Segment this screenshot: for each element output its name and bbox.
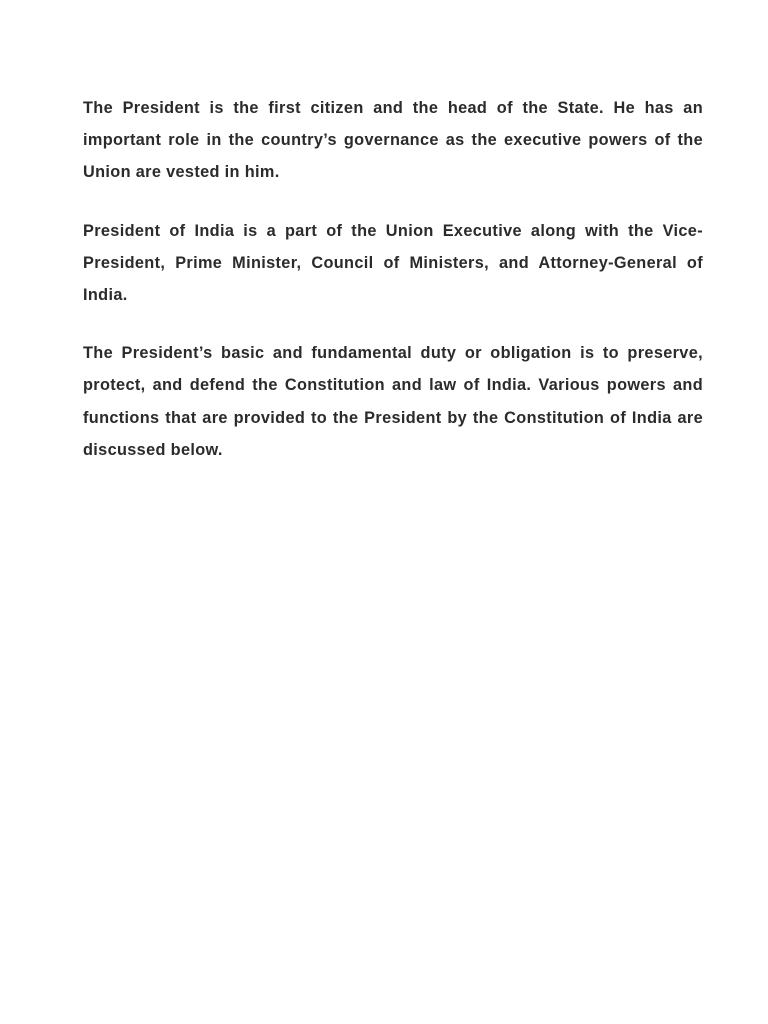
paragraph-president-duty: The President’s basic and fundamental duty or obligation is to preserve, protect, and defend the Constitution and law of India. Various powers and functions that are provided to the President by the Constitution of India are discussed below. — [83, 344, 703, 459]
paragraph-union-executive: President of India is a part of the Union Executive along with the Vice-President, Prime Minister, Council of Ministers, and Attorney-General of India. — [83, 221, 703, 305]
document-body — [83, 92, 703, 466]
paragraph-president-role: The President is the first citizen and the head of the State. He has an important role in the country’s governance as the executive powers of the Union are vested in him. — [83, 99, 703, 182]
